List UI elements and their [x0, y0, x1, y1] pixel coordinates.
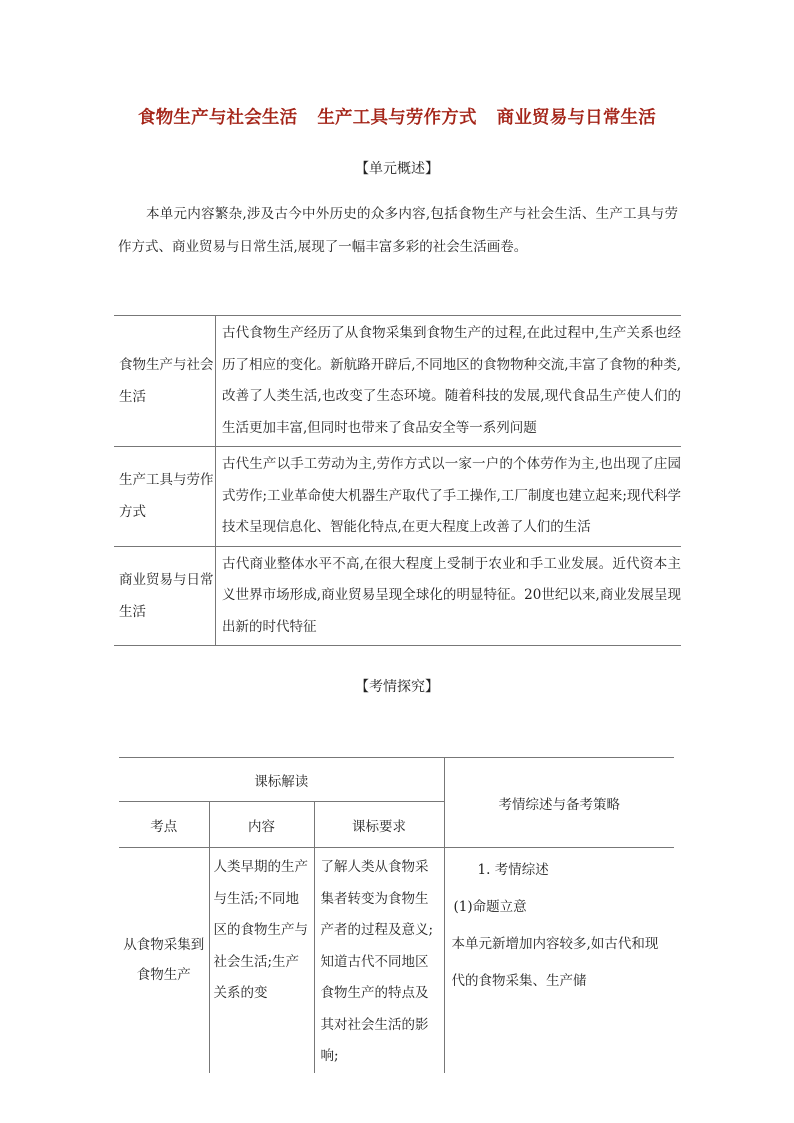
- overview-heading: 【单元概述】: [355, 161, 439, 177]
- content-header: 内容: [209, 802, 314, 848]
- table-header-row: [119, 758, 674, 802]
- title-part-tools: 生产工具与劳作方式: [317, 108, 477, 128]
- row-description: 古代生产以手工劳动为主,劳作方式以一家一户的个体劳作为主,也出现了庄园式劳作;工业革命使大机器生产取代了手工操作,工厂制度也建立起来;现代科学技术呈现信息化、智能化特点,在更大程度上改善了人们的生活: [216, 447, 682, 547]
- exam-strategy: [444, 848, 674, 1073]
- curriculum-header: 课标解读: [119, 758, 444, 802]
- table-row: [114, 546, 681, 646]
- page-title: [0, 104, 794, 129]
- table-row: [119, 848, 674, 1073]
- overview-paragraph: 本单元内容繁杂,涉及古今中外历史的众多内容,包括食物生产与社会生活、生产工具与劳作方式、商业贸易与日常生活,展现了一幅丰富多彩的社会生活画卷。: [118, 206, 678, 255]
- requirement-header: 课标要求: [314, 802, 444, 848]
- row-topic: 商业贸易与日常生活: [114, 546, 216, 646]
- strategy-text: 本单元新增加内容较多,如古代和现代的食物采集、生产储: [451, 936, 659, 989]
- row-description: 古代商业整体水平不高,在很大程度上受制于农业和手工业发展。近代资本主义世界市场形成,商业贸易呈现全球化的明显特征。20世纪以来,商业发展呈现出新的时代特征: [216, 546, 682, 646]
- table-row: [114, 316, 681, 447]
- strategy-header: 考情综述与备考策略: [444, 758, 674, 848]
- exam-analysis-table: [119, 757, 674, 1073]
- row-topic: 食物生产与社会生活: [114, 316, 216, 447]
- unit-summary-table: [114, 315, 681, 646]
- point-header: 考点: [119, 802, 209, 848]
- title-part-food: 食物生产与社会生活: [138, 108, 298, 128]
- strategy-subtitle: (1)命题立意: [453, 899, 527, 915]
- strategy-title: 1. 考情综述: [477, 862, 549, 878]
- exam-heading: 【考情探究】: [355, 679, 439, 695]
- exam-point: 从食物采集到食物生产: [123, 937, 205, 984]
- table-row: [114, 447, 681, 547]
- row-description: 古代食物生产经历了从食物采集到食物生产的过程,在此过程中,生产关系也经历了相应的变化。新航路开辟后,不同地区的食物物种交流,丰富了食物的种类,改善了人类生活,也改变了生态环境。随着科技的发展,现代食品生产使人们的生活更加丰富,但同时也带来了食品安全等一系列问题: [216, 316, 682, 447]
- title-part-commerce: 商业贸易与日常生活: [496, 108, 656, 128]
- row-topic: 生产工具与劳作方式: [114, 447, 216, 547]
- exam-content: 人类早期的生产与生活;不同地区的食物生产与社会生活;生产关系的变: [209, 848, 314, 1073]
- exam-requirement: 了解人类从食物采集者转变为食物生产者的过程及意义;知道古代不同地区食物生产的特点及其对社会生活的影响;: [314, 848, 444, 1073]
